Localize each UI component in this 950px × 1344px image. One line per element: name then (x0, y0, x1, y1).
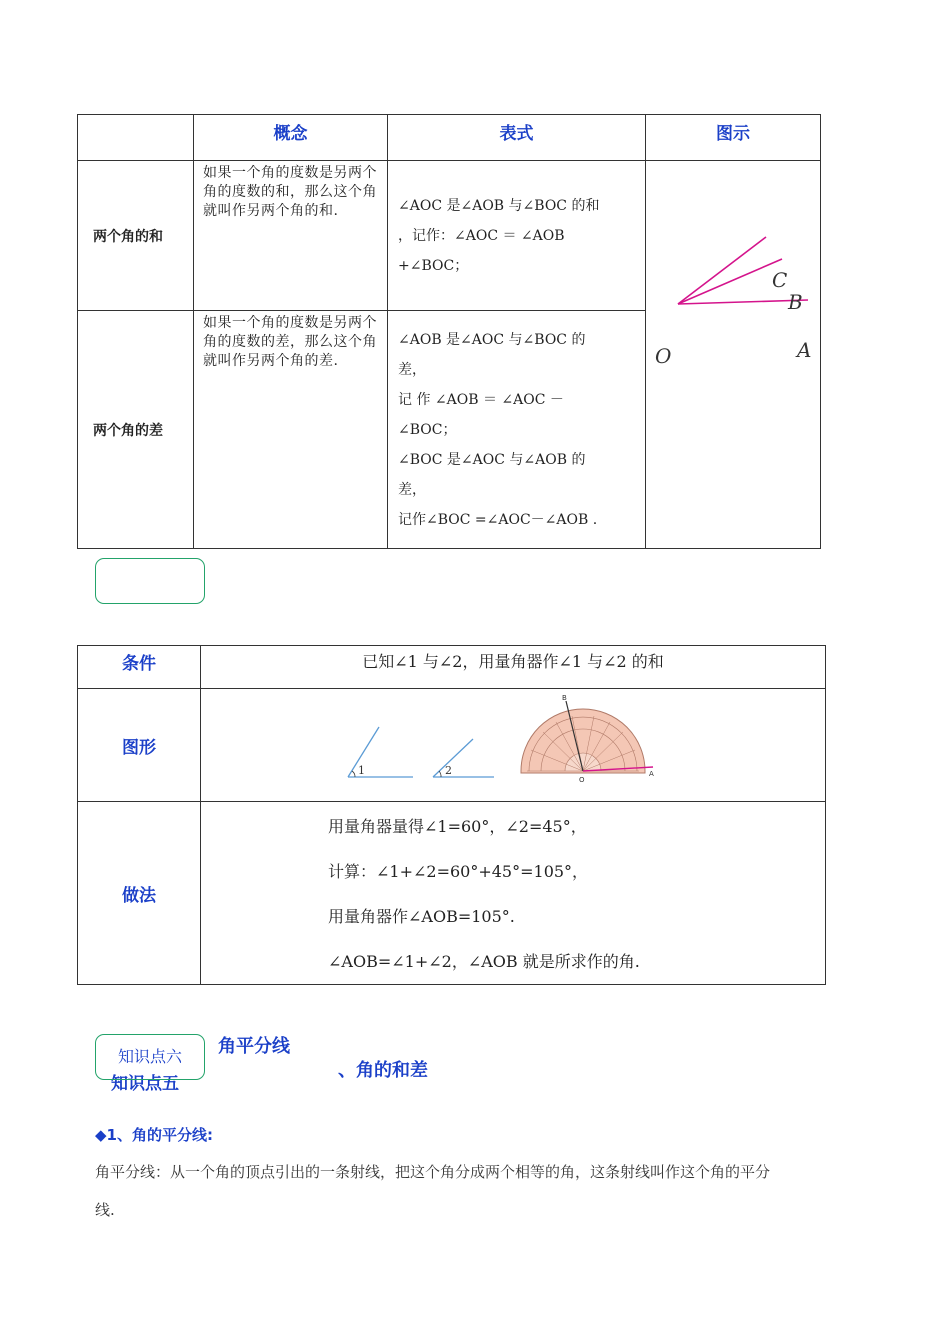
method-step: 用量角器量得∠1=60°，∠2=45°， (328, 817, 587, 836)
ray-oc (678, 237, 766, 304)
concept-sum: 如果一个角的度数是另两个角的度数的和，那么这个角就叫作另两个角的和. (194, 161, 388, 311)
header-concept: 概念 (194, 115, 388, 161)
label-o: O (655, 344, 672, 368)
expression-line: ∠AOC 是∠AOB 与∠BOC 的和 (398, 197, 600, 214)
row-label-sum: 两个角的和 (78, 161, 194, 311)
method-step: 计算：∠1+∠2=60°+45°=105°， (328, 862, 589, 881)
label-c: C (772, 268, 788, 292)
concept-difference: 如果一个角的度数是另两个角的度数的差，那么这个角就叫作另两个角的差. (194, 311, 388, 549)
angle-1-label: 1 (358, 764, 365, 777)
expression-line: 差， (398, 481, 426, 498)
overlap-label-five: 知识点五 (111, 1074, 179, 1094)
diagram-cell (646, 161, 821, 549)
angle-2-label: 2 (445, 764, 452, 777)
expression-line: +∠BOC； (398, 257, 469, 274)
header-diagram: 图示 (646, 115, 821, 161)
row-label-figure: 图形 (78, 689, 201, 802)
protractor-label-o: O (579, 776, 585, 784)
ray-ob (678, 259, 782, 304)
angle-diagram (646, 161, 821, 549)
definition-line-1: 角平分线：从一个角的顶点引出的一条射线，把这个角分成两个相等的角，这条射线叫作这个角的平分 (95, 1163, 771, 1181)
overlap-title-angle-sum: 、角的和差 (338, 1060, 428, 1081)
angle-sum-difference-table (77, 114, 821, 549)
method-steps (201, 802, 826, 985)
section-title: 角平分线 (218, 1036, 290, 1057)
method-step: 用量角器作∠AOB=105°. (328, 907, 515, 926)
expression-line: ，记作：∠AOC ＝ ∠AOB (398, 227, 565, 244)
expression-line: ∠AOB 是∠AOC 与∠BOC 的 (398, 331, 586, 348)
figure-drawing (201, 689, 826, 802)
expression-line: 记作∠BOC =∠AOC－∠AOB . (398, 511, 598, 528)
header-expression: 表式 (388, 115, 646, 161)
label-a: A (797, 338, 812, 362)
expression-line: 记 作 ∠AOB ＝ ∠AOC － (398, 391, 564, 408)
protractor-figure (521, 694, 654, 784)
empty-section-box (95, 558, 205, 604)
subheading: ◆1、角的平分线: (95, 1126, 213, 1144)
row-label-condition: 条件 (78, 646, 201, 689)
expression-line: ∠BOC； (398, 421, 457, 438)
section-box-label: 知识点六 (117, 1047, 182, 1066)
protractor-method-table (77, 645, 826, 985)
figure-cell (201, 689, 826, 802)
protractor-label-b: B (562, 694, 567, 702)
header-empty (78, 115, 194, 161)
angle-2-figure (433, 739, 494, 777)
row-label-method: 做法 (78, 802, 201, 985)
expression-difference (388, 311, 646, 549)
definition-line-2: 线. (95, 1201, 115, 1219)
expression-sum (388, 161, 646, 311)
condition-text: 已知∠1 与∠2，用量角器作∠1 与∠2 的和 (201, 646, 826, 689)
expression-line: 差， (398, 361, 426, 378)
row-label-difference: 两个角的差 (78, 311, 194, 549)
method-step: ∠AOB=∠1+∠2，∠AOB 就是所求作的角. (328, 952, 640, 971)
angle-1-figure (348, 727, 413, 777)
label-b: B (788, 290, 803, 314)
expression-line: ∠BOC 是∠AOC 与∠AOB 的 (398, 451, 586, 468)
protractor-label-a: A (649, 770, 654, 778)
